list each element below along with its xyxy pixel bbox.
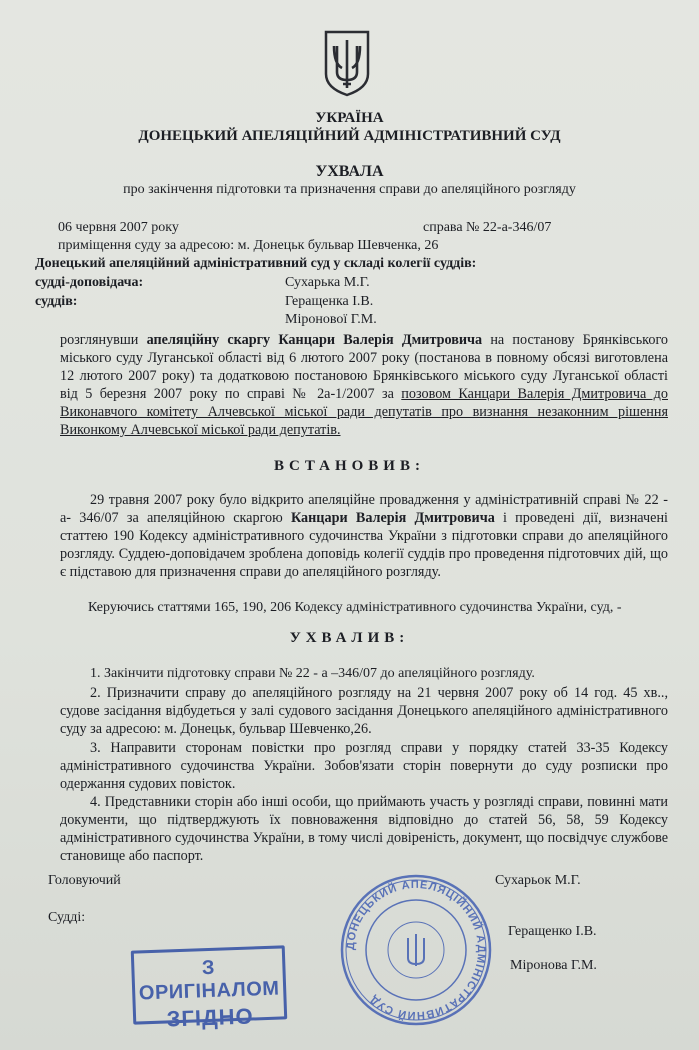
- stamp-line-1: З ОРИГІНАЛОМ: [138, 956, 280, 1005]
- stamp-line-2: ЗГІДНО: [166, 1003, 255, 1032]
- judges-label: суддів:: [35, 294, 78, 309]
- appeal-complaint-text: апеляційну скаргу: [146, 332, 271, 348]
- guided-by-statement: Керуючись статтями 165, 190, 206 Кодексу адміністративного судочинства України, суд, -: [88, 600, 622, 615]
- ruled-heading: УХВАЛИВ:: [289, 630, 410, 646]
- ruled-item-1: 1. Закінчити підготовку справи № 22 - а –346/07 до апеляційного розгляду.: [90, 666, 535, 681]
- panel-intro: Донецький апеляційний адміністративний суд у складі колегії суддів:: [35, 256, 477, 271]
- judge-1-signature-name: Геращенко І.В.: [508, 924, 597, 939]
- document-subtitle: про закінчення підготовки та призначення справи до апеляційного розгляду: [123, 182, 576, 197]
- trident-coat-of-arms-icon: [322, 28, 372, 98]
- established-appellant-name: Канцари Валерія Дмитровича: [290, 510, 495, 526]
- ruled-item-3: 3. Направити сторонам повістки про розгляд справи у порядку статей 33-35 Кодексу адміністративного судочинства України. Зобов'язати сторін повернути до суду розписки про одержання судових повісток.: [60, 740, 668, 792]
- established-text-b: і проведені дії, визначені статтею 190 Кодексу адміністративного судочинства України з підготовки справи до апеляційного розгляду. Суддею-доповідачем зроблена доповідь колегії суддів про проведення підготовчих дій, що є підставою для призначення справи до апеляційного розгляду.: [60, 510, 668, 580]
- judge-2-name: Міронової Г.М.: [285, 312, 377, 327]
- case-number: справа № 22-а-346/07: [423, 220, 552, 235]
- rapporteur-label: судді-доповідача:: [35, 275, 144, 290]
- presiding-name: Сухарьок М.Г.: [495, 873, 581, 888]
- established-text-a: 29 травня 2007 року було відкрито апеляційне провадження у адміністративній справі № 22 - а- 346/07 за апеляційною скаргою: [60, 492, 668, 526]
- document-type-heading: УХВАЛА: [315, 163, 384, 180]
- judge-1-name: Геращенка І.В.: [285, 294, 374, 309]
- seal-text: ДОНЕЦЬКИЙ АПЕЛЯЦІЙНИЙ АДМІНІСТРАТИВНИЙ СУД: [344, 878, 488, 1022]
- judges-signature-label: Судді:: [48, 910, 86, 925]
- established-heading: ВСТАНОВИВ:: [274, 458, 425, 474]
- court-name-heading: ДОНЕЦЬКИЙ АПЕЛЯЦІЙНИЙ АДМІНІСТРАТИВНИЙ СУД: [138, 128, 561, 144]
- court-seal-icon: [338, 872, 494, 1028]
- country-heading: УКРАЇНА: [315, 110, 384, 126]
- appellant-name: Канцари Валерія Дмитровича: [278, 332, 483, 348]
- presiding-label: Головуючий: [48, 873, 121, 888]
- rapporteur-name: Сухарька М.Г.: [285, 275, 370, 290]
- judge-2-signature-name: Міронова Г.М.: [510, 958, 597, 973]
- ruling-date: 06 червня 2007 року: [58, 220, 179, 235]
- court-premises: приміщення суду за адресою: м. Донецьк бульвар Шевченка, 26: [58, 238, 439, 253]
- intro-text-b: на постанову Брянківського міського суду Луганської області від 6 лютого 2007 року (постанова в повному обсязі виготовлена 12 лютого 2007 року) та додатковою постановою Брянківського міського суду Луганської області від 5 березня 2007 року по справі № 2а-1/2007 за: [60, 332, 669, 402]
- ruled-item-4: 4. Представники сторін або інші особи, що приймають участь у розгляді справи, повинні мати документи, що підтверджують їх повноваження відповідно до статей 56, 58, 59 Кодексу адміністративного судочинства України, в тому числі довіреність, документ, що посвідчує службове становище або паспорт.: [60, 794, 668, 864]
- copy-verified-stamp: [131, 945, 287, 1032]
- ruled-item-2: 2. Призначити справу до апеляційного розгляду на 21 червня 2007 року об 14 год. 45 хв.., судове засідання відбудеться у залі судового засідання Донецького апеляційного адміністративного суду за адресою: м. Донецьк, бульвар Шевченко,26.: [60, 685, 668, 737]
- intro-text-a: розглянувши: [60, 332, 147, 348]
- established-paragraph: [60, 491, 668, 581]
- claim-description: позовом Канцари Валерія Дмитровича до Виконавчого комітету Алчевської міської ради депутатів про визнання незаконним рішення Виконкому Алчевської міської ради депутатів.: [60, 386, 668, 438]
- intro-paragraph: [60, 331, 668, 439]
